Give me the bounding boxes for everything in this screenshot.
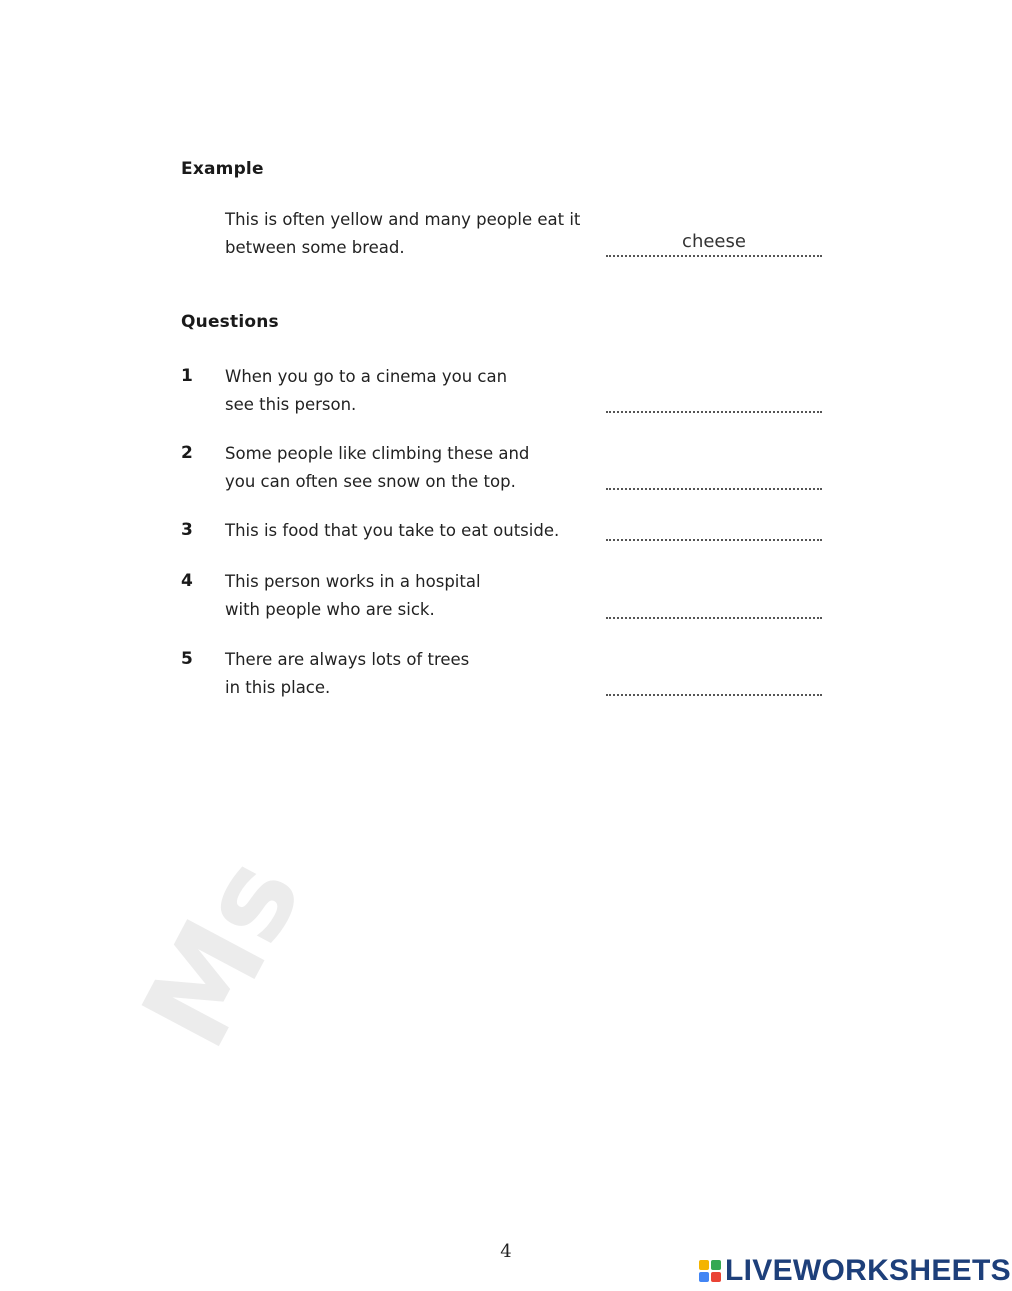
question-2-number: 2: [181, 443, 193, 463]
example-heading: Example: [181, 159, 264, 179]
question-5-line-1: There are always lots of trees: [225, 650, 470, 669]
example-text: [225, 206, 580, 262]
question-1-line-2: see this person.: [225, 395, 357, 414]
question-2-answer-input[interactable]: [606, 459, 822, 489]
question-4-answer-line: [606, 617, 822, 619]
example-answer-line: [606, 255, 822, 257]
question-3-text: [225, 517, 559, 545]
question-1-answer-line: [606, 411, 822, 413]
example-text-line-2: between some bread.: [225, 238, 405, 257]
question-5-text: [225, 646, 469, 702]
questions-heading: Questions: [181, 312, 279, 332]
question-2-line-2: you can often see snow on the top.: [225, 472, 516, 491]
question-4-answer-input[interactable]: [606, 588, 822, 618]
question-2-text: [225, 440, 529, 496]
logo-block: [711, 1272, 721, 1282]
logo-block: [699, 1260, 709, 1270]
question-5-answer-input[interactable]: [606, 665, 822, 695]
example-text-line-1: This is often yellow and many people eat it: [225, 210, 581, 229]
logo-block: [699, 1272, 709, 1282]
question-2-answer-line: [606, 488, 822, 490]
question-4-number: 4: [181, 571, 193, 591]
question-5-number: 5: [181, 649, 193, 669]
logo-text: LIVEWORKSHEETS: [725, 1254, 1011, 1287]
example-answer: cheese: [682, 231, 746, 252]
question-3-answer-line: [606, 539, 822, 541]
question-4-text: [225, 568, 481, 624]
question-1-answer-input[interactable]: [606, 382, 822, 412]
question-5-answer-line: [606, 694, 822, 696]
question-3-line-1: This is food that you take to eat outside.: [225, 521, 560, 540]
question-2-line-1: Some people like climbing these and: [225, 444, 530, 463]
logo-block: [711, 1260, 721, 1270]
question-3-answer-input[interactable]: [606, 510, 822, 540]
page-number: 4: [500, 1241, 512, 1262]
question-4-line-1: This person works in a hospital: [225, 572, 481, 591]
logo-blocks-icon: [699, 1260, 721, 1282]
question-1-text: [225, 363, 507, 419]
liveworksheets-logo: [699, 1254, 1011, 1288]
question-3-number: 3: [181, 520, 193, 540]
question-5-line-2: in this place.: [225, 678, 331, 697]
question-4-line-2: with people who are sick.: [225, 600, 435, 619]
question-1-line-1: When you go to a cinema you can: [225, 367, 508, 386]
watermark: [116, 835, 400, 1070]
question-1-number: 1: [181, 366, 193, 386]
svg-text:Ms: Ms: [116, 835, 329, 1070]
